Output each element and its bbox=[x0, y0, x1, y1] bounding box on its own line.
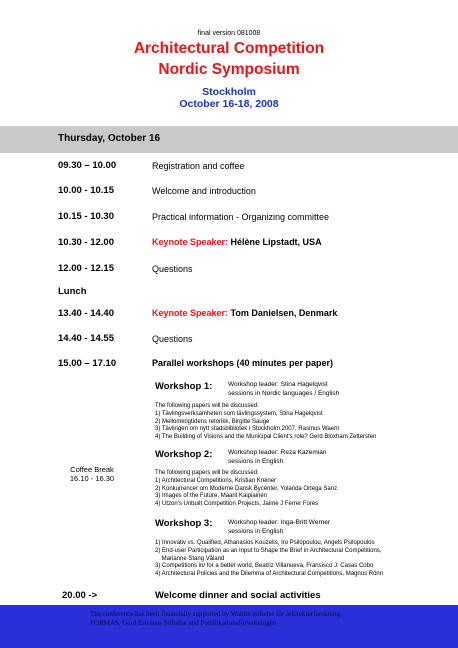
list-intro: The following papers will be discussed: bbox=[155, 403, 259, 409]
list-intro: The following papers will be discussed: bbox=[155, 470, 259, 476]
session-language: sessions in English bbox=[228, 528, 284, 535]
list-item: 3) Competitions in/ for a better world, Beatriz Villanueva, Fransisco J. Casas Cobo bbox=[155, 563, 374, 570]
row-time: Lunch bbox=[58, 286, 87, 297]
list-item: 1) Tävlingsverksamheten som tävlingssystem, Stina Hagelqvist bbox=[155, 410, 323, 417]
list-item: 4) The Building of Visions and the Municipal Client's role? Gerd Bloxham Zettersten bbox=[155, 434, 377, 441]
row-desc: Parallel workshops (40 minutes per paper) bbox=[152, 358, 334, 368]
workshop-label: Workshop 3: bbox=[155, 518, 213, 529]
list-item: Marianne Stang Våland bbox=[155, 555, 225, 562]
row-desc: Welcome and introduction bbox=[152, 186, 256, 196]
list-item: 2) Konkurrencer om Moderne Dansk Bycenter, Yolanda Ortega Sanz bbox=[155, 485, 338, 492]
footer-line-2: FORMAS, Gerd Ericsons Stiftelse and Fortifikationsförvaltningen bbox=[90, 619, 277, 627]
list-item: 2) Mellomkrigtidens retorikk, Birgitte Sauge bbox=[155, 418, 270, 425]
keynote-label: Keynote Speaker: bbox=[152, 308, 229, 318]
row-time: 10.15 - 10.30 bbox=[58, 211, 114, 222]
keynote-label: Keynote Speaker: bbox=[152, 237, 229, 247]
funding-footer bbox=[0, 605, 458, 648]
row-time: 13.40 - 14.40 bbox=[58, 308, 114, 319]
list-item: 1) Architectural Competitions, Kristian Kreiner bbox=[155, 477, 277, 484]
coffee-break-label: Coffee Break bbox=[70, 465, 114, 474]
coffee-break bbox=[62, 465, 122, 483]
coffee-break-time: 16.10 - 16.30 bbox=[69, 474, 115, 483]
row-time: 14.40 - 14.55 bbox=[58, 333, 114, 344]
row-desc: Questions bbox=[152, 334, 193, 344]
day-band bbox=[0, 126, 458, 153]
city: Stockholm bbox=[202, 86, 256, 98]
workshop-label: Workshop 2: bbox=[155, 449, 213, 460]
row-time: 10.30 - 12.00 bbox=[58, 237, 114, 248]
footer-line-1: The conference has been financially supported by Wahlin stiftelse för arkitekturforskning, bbox=[90, 610, 342, 618]
workshop-leader bbox=[228, 448, 428, 466]
version-note: final version 081008 bbox=[197, 30, 261, 37]
row-desc: Practical information - Organizing committee bbox=[152, 212, 330, 222]
list-item: 3) Images of the Future, Maarit Kaipiainen bbox=[155, 493, 268, 500]
row-desc bbox=[152, 308, 337, 318]
workshop-label: Workshop 1: bbox=[155, 381, 213, 392]
list-item: 3) Tävlingen om nytt stadsbibliotek i Stockholm 2007, Rasmus Waern bbox=[155, 426, 340, 433]
list-item: 2) End-user Participation as an Input to Shape the Brief in Architectural Competitions, bbox=[155, 547, 382, 554]
row-time: 09.30 – 10.00 bbox=[58, 160, 117, 171]
event-dates: October 16-18, 2008 bbox=[179, 98, 279, 110]
leader-name: Workshop leader: Ingа-Britt Werner bbox=[228, 519, 330, 526]
page-title-line2: Nordic Symposium bbox=[158, 61, 300, 78]
row-time: 15.00 – 17.10 bbox=[58, 358, 117, 369]
row-time: 12.00 - 12.15 bbox=[58, 263, 114, 274]
workshop-leader bbox=[228, 380, 428, 398]
leader-name: Workshop leader: Reza Kazemian bbox=[228, 449, 327, 456]
keynote-speaker: Tom Danielsen, Denmark bbox=[230, 308, 338, 318]
paper-list bbox=[155, 540, 455, 579]
list-item: 1) Innovativ vs. Qualified, Athanasios Kouzelis, Iro Psilopoulou, Angels Psilopoulos bbox=[155, 540, 375, 546]
workshop-leader bbox=[228, 518, 428, 536]
paper-list bbox=[155, 470, 455, 509]
page-title-line1: Architectural Competition bbox=[133, 40, 325, 57]
row-desc: Questions bbox=[152, 264, 193, 274]
session-language: sessions in English bbox=[228, 458, 284, 465]
list-item: 4) Architectural Policies and the Dilemma of Architectural Competitions, Magnus Rönn bbox=[155, 571, 384, 578]
row-time: 20.00 -> bbox=[62, 590, 98, 601]
row-desc bbox=[152, 237, 322, 247]
row-desc: Welcome dinner and social activities bbox=[155, 590, 321, 601]
row-desc: Registration and coffee bbox=[152, 161, 245, 171]
session-language: sessions in Nordic languages / English bbox=[228, 390, 340, 397]
paper-list bbox=[155, 403, 455, 442]
row-time: 10.00 - 10.15 bbox=[58, 185, 114, 196]
list-item: 4) Utzon's Unbuilt Competition Projects, Jaime J Ferrer Forés bbox=[155, 501, 319, 508]
day-heading: Thursday, October 16 bbox=[58, 133, 161, 144]
leader-name: Workshop leader: Stina Hagelqvist bbox=[228, 381, 328, 388]
keynote-speaker: Hélène Lipstadt, USA bbox=[230, 237, 322, 247]
